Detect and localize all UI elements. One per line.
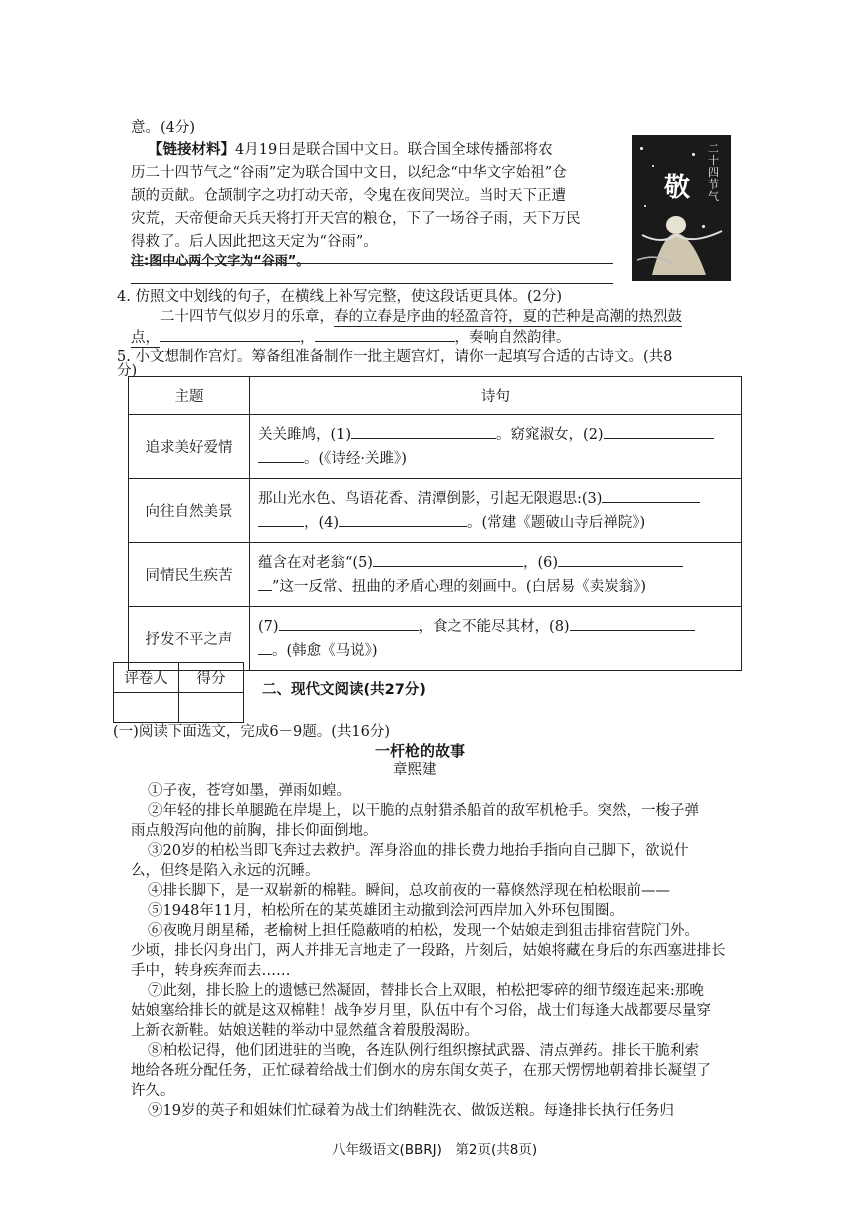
verse-text: ，(6) — [522, 554, 558, 571]
verse-cell — [250, 479, 742, 543]
blank-8-cont[interactable] — [258, 640, 272, 655]
blank-2-cont[interactable] — [258, 448, 304, 463]
article-line: 手中，转身疾奔而去…… — [131, 963, 291, 979]
theme-cell: 抒发不平之声 — [129, 607, 250, 671]
article-author: 章熙建 — [393, 762, 437, 778]
verse-cell — [250, 607, 742, 671]
score-cell[interactable] — [179, 693, 244, 723]
article-line: ②年轻的排长单腿跪在岸堤上，以干脆的点射猎杀船首的敌军机枪手。突然，一梭子弹 — [148, 803, 699, 819]
header-verse: 诗句 — [250, 377, 742, 415]
article-line: ④排长脚下，是一双崭新的棉鞋。瞬间，总攻前夜的一幕倏然浮现在柏松眼前—— — [148, 883, 670, 899]
theme-cell: 追求美好爱情 — [129, 415, 250, 479]
q4-intro: 二十四节气似岁月的乐章， — [160, 309, 334, 325]
link-material-line-1 — [148, 140, 553, 160]
article-line: ⑨19岁的英子和姐妹们忙碌着为战士们纳鞋洗衣、做饭送粮。每逢排长执行任务归 — [148, 1103, 674, 1119]
q3-score: 意。(4分) — [131, 120, 196, 136]
score-label: 得分 — [179, 663, 244, 693]
article-line: ⑧柏松记得，他们团进驻的当晚，各连队例行组织擦拭武器、清点弹药。排长干脆利索 — [148, 1043, 699, 1059]
article-line: ③20岁的柏松当即飞奔过去救护。浑身浴血的排长费力地抬手指向自己脚下，欲说什 — [148, 843, 689, 859]
answer-line-2[interactable] — [131, 283, 613, 284]
blank-5[interactable] — [373, 552, 523, 567]
verse-source: ”这一反常、扭曲的矛盾心理的刻画中。(白居易《卖炭翁》) — [272, 578, 646, 595]
poster-center-character: 敬 — [663, 173, 690, 203]
link-material-line-5: 得救了。后人因此把这天定为“谷雨”。 — [131, 234, 378, 250]
article-line: 雨点般泻向他的前胸，排长仰面倒地。 — [131, 823, 378, 839]
q4-comma: ， — [300, 330, 315, 346]
poster-figure-icon — [632, 135, 731, 281]
grader-cell[interactable] — [114, 693, 179, 723]
q4-stem: 4. 仿照文中划线的句子，在横线上补写完整，使这段话更具体。(2分) — [117, 289, 562, 305]
table-row — [129, 415, 742, 479]
q4-underlined-sentence: 春的立春是序曲的轻盈音符，夏的芒种是高潮的热烈鼓 — [334, 309, 682, 325]
verse-source: 。(常建《题破山寺后禅院》) — [467, 514, 646, 531]
poem-table-header — [129, 377, 742, 415]
verse-text: ，食之不能尽其材，(8) — [418, 618, 570, 635]
q4-blank-1[interactable] — [160, 327, 300, 342]
article-line: 许久。 — [131, 1083, 175, 1099]
q4-blank-2[interactable] — [315, 327, 455, 342]
verse-text: 那山光水色、鸟语花香、清潭倒影，引起无限遐思:(3) — [258, 490, 603, 507]
q5-stem-score: 分) — [117, 363, 138, 379]
article-line: 姑娘塞给排长的就是这双棉鞋！战争岁月里，队伍中有个习俗，战士们每逢大战都要尽量穿 — [131, 1003, 711, 1019]
section-2-instructions: (一)阅读下面选文，完成6－9题。(共16分) — [113, 724, 391, 740]
blank-6[interactable] — [558, 552, 683, 567]
q4-line-1 — [160, 307, 682, 327]
blank-2[interactable] — [604, 424, 714, 439]
link-material-line-2: 历二十四节气之“谷雨”定为联合国中文日，以纪念“中华文字始祖”仓 — [131, 165, 567, 181]
verse-text: (7) — [258, 618, 279, 635]
verse-text: 关关雎鸠，(1) — [258, 426, 352, 443]
table-row — [129, 479, 742, 543]
article-line: ⑥夜晚月朗星稀，老榆树上担任隐蔽哨的柏松，发现一个姑娘走到狙击排宿营院门外。 — [148, 923, 699, 939]
grader-label: 评卷人 — [114, 663, 179, 693]
verse-text: 蕴含在对老翁“(5) — [258, 554, 373, 571]
grader-score-box — [113, 662, 244, 723]
theme-cell: 同情民生疾苦 — [129, 543, 250, 607]
link-material-line-4: 灾荒，天帝便命天兵天将打开天宫的粮仓，下了一场谷子雨，天下万民 — [131, 211, 581, 227]
verse-source: 。(《诗经·关雎》) — [304, 450, 407, 467]
section-2-title: 二、现代文阅读(共27分) — [262, 682, 426, 698]
header-theme: 主题 — [129, 377, 250, 415]
article-line: 上新衣新鞋。姑娘送鞋的举动中显然蕴含着殷殷渴盼。 — [131, 1023, 479, 1039]
blank-4[interactable] — [339, 512, 467, 527]
q4-ending: ，奏响自然韵律。 — [454, 330, 571, 346]
q5-stem: 5. 小文想制作宫灯。筹备组准备制作一批主题宫灯，请你一起填写合适的古诗文。(共8 — [117, 349, 673, 365]
answer-line-1[interactable] — [131, 263, 613, 264]
article-line: 么，但终是陷入永远的沉睡。 — [131, 863, 320, 879]
article-line: ⑤1948年11月，柏松所在的某英雄团主动撤到浍河西岸加入外环包围圈。 — [148, 903, 624, 919]
verse-cell — [250, 415, 742, 479]
blank-1[interactable] — [351, 424, 496, 439]
verse-cell — [250, 543, 742, 607]
theme-cell: 向往自然美景 — [129, 479, 250, 543]
article-title: 一杆枪的故事 — [375, 742, 466, 760]
image-note: 注:图中心两个文字为“谷雨”。 — [131, 254, 310, 269]
link-material-text-1: 4月19日是联合国中文日。联合国全球传播部将农 — [235, 142, 553, 158]
verse-source: 。(韩愈《马说》) — [272, 642, 378, 659]
blank-6-cont[interactable] — [258, 576, 272, 591]
guyu-poster-image — [632, 135, 731, 281]
poster-side-text: 二十四节气 — [708, 142, 719, 203]
link-material-line-3: 颉的贡献。仓颉制字之功打动天帝，令鬼在夜间哭泣。当时天下正遭 — [131, 188, 566, 204]
article-line: ⑦此刻，排长脸上的遗憾已然凝固，替排长合上双眼，柏松把零碎的细节缀连起来:那晚 — [148, 983, 704, 999]
table-row — [129, 607, 742, 671]
article-line: 地给各班分配任务，正忙碌着给战士们倒水的房东闺女英子，在那天愣愣地朝着排长凝望了 — [131, 1063, 711, 1079]
article-line: 少顷，排长闪身出门，两人并排无言地走了一段路，片刻后，姑娘将藏在身后的东西塞进排长 — [131, 943, 726, 959]
blank-3-cont[interactable] — [258, 512, 304, 527]
verse-text: ，(4) — [304, 514, 340, 531]
poem-table — [128, 376, 742, 671]
link-material-label: 【链接材料】 — [148, 141, 235, 158]
blank-7[interactable] — [279, 616, 419, 631]
page-footer: 八年级语文(BBRJ) 第2页(共8页) — [332, 1142, 538, 1158]
blank-3[interactable] — [602, 488, 700, 503]
table-row — [129, 543, 742, 607]
q4-line-2 — [131, 327, 571, 348]
article-line: ①子夜，苍穹如墨，弹雨如蝗。 — [148, 783, 351, 799]
q4-underlined-end: 点， — [131, 330, 160, 346]
blank-8[interactable] — [570, 616, 695, 631]
verse-text: 。窈窕淑女，(2) — [496, 426, 604, 443]
